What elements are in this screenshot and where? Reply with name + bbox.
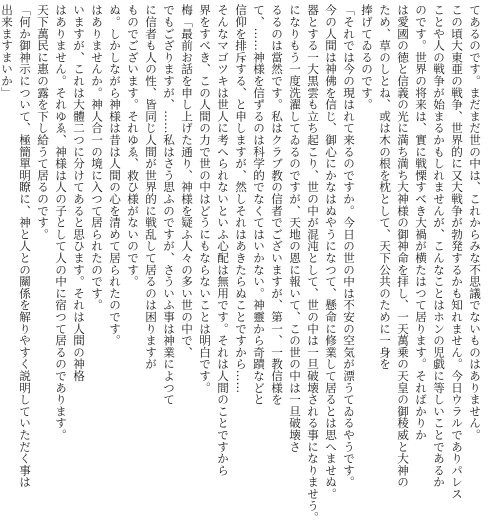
text-column: になりもう一度洗濯してゐるのですが、天地の恩に報いて、この世の中は一旦破壊さ	[288, 4, 302, 453]
text-column: ことや人の戦争が始まるかもしれませんが、こんなことはホンの児戯に等しいことであるか	[432, 4, 446, 488]
text-column: は愛國の徳と信義の光に満ち満ち大神様の御神命を拝し、一天萬乗の天皇の御稜威と大神の	[396, 4, 410, 488]
text-column: 今の人間は神佛を信じ、御心にかなはぬやうになつて、懸命に修業して居るとは思へませぬ。	[324, 4, 338, 500]
text-column: いますが、これは大體二つに分けてあると思ひます。それは人間の神格	[72, 4, 86, 382]
text-column: 出来ますまいか」	[0, 4, 14, 99]
text-column: はありません。それゆゑ、神様は人の子として人の中に宿つて居るのであります。	[54, 4, 68, 441]
text-column: この頃大東亜の戦争、世界的に又大戦争が勃発するかも知れません。今日ウラルでありパレス	[450, 4, 464, 500]
text-column: そんなマゴツキは世人に考へられないといふ心配は無用です。それは人間のことですから	[216, 4, 230, 476]
text-column: 界をすべき、この人間の力で世の中はどうにもならないことは明白です。	[198, 4, 212, 394]
text-column: に信者も人の性、皆同じ人間が世界的に戦乱して居るのは困りますが	[144, 4, 158, 370]
text-column: るるのは當然です。私はクラブ教の信者でございますが、第一、一教信様を	[270, 4, 284, 406]
text-column: 捧げてゐるのです。	[360, 4, 374, 111]
text-column: 「何か御神示について、極簡單明瞭に、神と人との關係を解りやすく説明していただく事は	[18, 4, 32, 488]
text-column: 器とする一大黒雲も立ち起こり、世の中が混沌として、世の中は一旦破壊される事になりませう。	[306, 4, 320, 523]
text-column: 信仰を排斥する、と申しますが、然しそれはあきたらぬことですから……	[234, 4, 248, 394]
text-column: 梅「最前お話を申し上げた通り、神様を疑ふ人々の多い世の中で、	[180, 4, 194, 358]
text-column: でもござりますが、……私はさう思ふのですが、さういふ事は神業によつて	[162, 4, 176, 406]
text-column: 天下萬民に惠の露を下し給うて居るのです。	[36, 4, 50, 240]
text-column: ものでございます。それゆゑ、救ひ様がないのです。	[126, 4, 140, 288]
text-column: のです。世界の将来は、實に戦慄すべき大禍が横たはつて居ります。そればかりか	[414, 4, 428, 441]
text-column: ぬ。しかしながら神様は昔は人間の心を清めて居られたのです。	[108, 4, 122, 347]
text-column: て、……神様を信ずるのは科学的でなくてはいかない。神靈から奇蹟などと	[252, 4, 266, 406]
text-column: てあるのです。まだまだ世の中は、これからみな不思議でないものはありません。	[468, 4, 482, 441]
text-column: ため、草のしとね、或は木の根を枕として、天下公共のために一身を	[378, 4, 392, 370]
vertical-text-body	[0, 4, 484, 523]
text-column: はありませんか。神人合一の境に入つて居られたのです。	[90, 4, 104, 311]
text-column: 「それでは今の現はれて来るのですか。今日の世の中は不安の空気が漂うてゐるやうです。	[342, 4, 356, 488]
